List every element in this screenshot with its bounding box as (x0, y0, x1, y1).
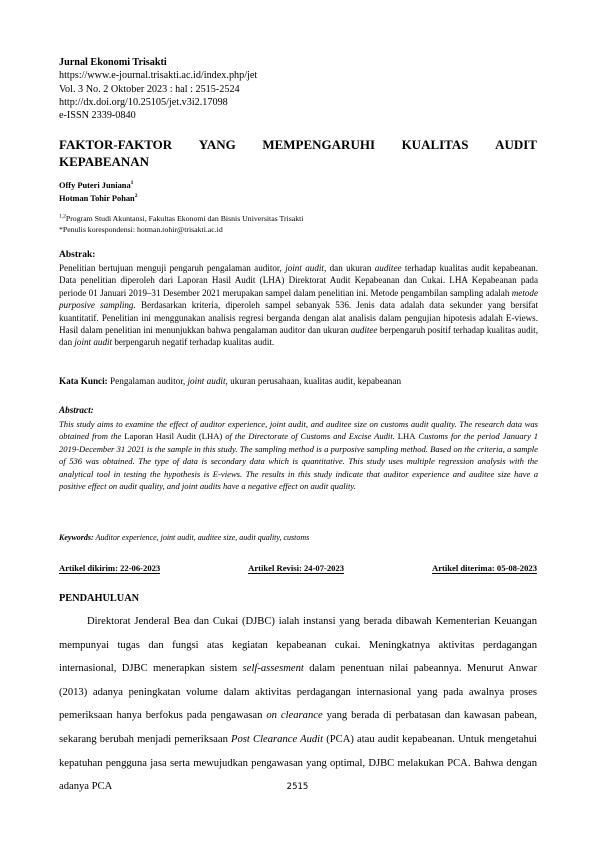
title-word: AUDIT (495, 137, 537, 152)
date-submitted: Artikel dikirim: 22-06-2023 (59, 563, 161, 573)
journal-issn: e-ISSN 2339-0840 (59, 110, 136, 122)
abstract-id-text: Penelitian bertujuan menguji pengaruh pengalaman auditor, joint audit, dan ukuran auditee terhadap kualitas audit kepabeanan. Data penelitian diperoleh dari Laporan Hasil Audit (LHA) Direktorat Audit Kepabeanan dan Cukai. LHA Kepabeanan pada periode 01 Januari 2019–31 Desember 2021 merupakan sampel dalam penelitian ini. Metode pengambilan sampling adalah metode purposive sampling. Berdasarkan kriteria, diperoleh sampel sebanyak 536. Jenis data adalah data sekunder yang bersifat kuantitatif. Penelitian ini menggunakan analisis regresi berganda dengan alat analisis dalam pengujian hipotesis adalah E-views. Hasil dalam penelitian ini menunjukkan bahwa pengalaman auditor dan ukuran auditee berpengaruh positif terhadap kualitas audit, dan joint audit berpengaruh negatif terhadap kualitas audit. (59, 263, 538, 348)
title-line-1 (59, 137, 537, 154)
title-word: MEMPENGARUHI (262, 137, 376, 152)
journal-name: Jurnal Ekonomi Trisakti (59, 57, 167, 68)
abstract-id-heading: Abstrak: (59, 250, 96, 260)
keywords-en: Keywords: Auditor experience, joint audit, auditee size, audit quality, customs (59, 533, 310, 542)
intro-paragraph: Direktorat Jenderal Bea dan Cukai (DJBC) ialah instansi yang berada dibawah Kementerian Keuangan mempunyai tugas dan fungsi atas kegiatan kepabeanan cukai. Meningkatnya aktivitas perdagangan internasional, DJBC menerapkan sistem self-assesment dalam penentuan nilai pabeannya. Menurut Anwar (2013) adanya peningkatan volume dalam aktivitas perdagangan internasional yang pada awalnya proses pemeriksaan hanya berfokus pada pengawasan on clearance yang berada di perbatasan dan kawasan pabean, sekarang berubah menjadi pemeriksaan Post Clearance Audit (PCA) atau audit kepabeanan. Untuk mengetahui kepatuhan pengguna jasa serta mewujudkan pengawasan yang optimal, DJBC melakukan PCA. Bahwa dengan adanya PCA (59, 616, 538, 793)
date-revised: Artikel Revisi: 24-07-2023 (248, 563, 345, 573)
title-word: FAKTOR-FAKTOR (59, 137, 173, 152)
section-heading: PENDAHULUAN (59, 593, 140, 604)
journal-header (59, 56, 257, 122)
abstract-en-text: This study aims to examine the effect of auditor experience, joint audit, and auditee size on customs audit quality. The research data was obtained from the Laporan Hasil Audit (LHA) of the Directorate of Customs and Excise Audit. LHA Customs for the period January 1 2019-December 31 2021 is the sample in this study. The sampling method is a purposive sampling method. Based on the criteria, a sample of 536 was obtained. The type of data is secondary data which is quantitative. This study uses multiple regression analysis with the analytical tool in testing the hypothesis is E-views. The results in this study indicate that auditor experience and auditee size have a positive effect on audit quality, and joint audits have a negative effect on audit quality. (59, 419, 539, 492)
title-line-2: KEPABEANAN (59, 153, 150, 169)
date-accepted: Artikel diterima: 05-08-2023 (431, 563, 537, 573)
paper-title (59, 137, 537, 170)
author: Hotman Tohir Pohan$^2$ (59, 192, 138, 203)
journal-doi[interactable]: http://dx.doi.org/10.25105/jet.v3i2.17098 (59, 96, 228, 108)
corresponding-author: *Penulis korespondensi: hotman.tohir@trisakti.ac.id (59, 225, 223, 234)
page-number: 2515 (286, 782, 309, 792)
title-word: KUALITAS (401, 137, 469, 152)
journal-url[interactable]: https://www.e-journal.trisakti.ac.id/index.php/jet (59, 70, 258, 82)
keywords-id: Kata Kunci: Pengalaman auditor, joint audit, ukuran perusahaan, kualitas audit, kepabeanan (59, 376, 402, 386)
abstract-en-heading: Abstract: (59, 405, 94, 415)
affiliation-program: $^{1,2}$Program Studi Akuntansi, Fakultas Ekonomi dan Bisnis Universitas Trisakti (59, 213, 304, 223)
author: Offy Puteri Juniana$^1$ (59, 180, 134, 190)
article-dates (59, 563, 537, 574)
title-word: YANG (198, 137, 236, 152)
journal-volume: Vol. 3 No. 2 Oktober 2023 : hal : 2515-2524 (59, 83, 240, 95)
affiliation (59, 213, 303, 235)
author-list (59, 180, 137, 205)
